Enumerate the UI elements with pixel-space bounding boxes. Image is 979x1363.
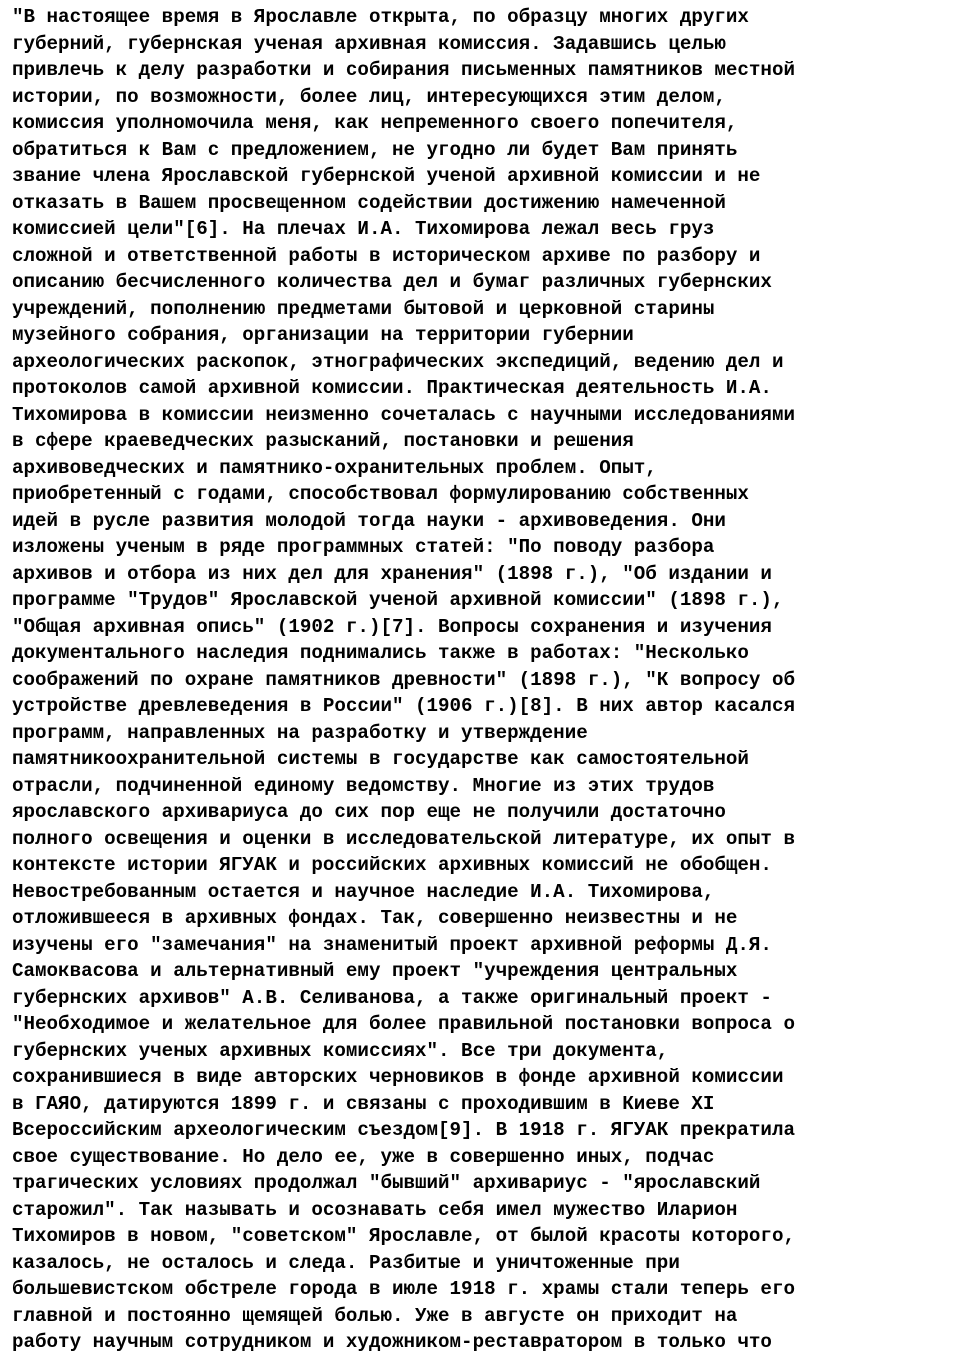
text-line: программе "Трудов" Ярославской ученой архивной комиссии" (1898 г.), [12, 589, 784, 611]
text-line: трагических условиях продолжал "бывший" архивариус - "ярославский [12, 1172, 761, 1194]
text-line: ярославского архивариуса до сих пор еще не получили достаточно [12, 801, 726, 823]
text-line: губернских архивов" А.В. Селиванова, а также оригинальный проект - [12, 986, 772, 1009]
text-line: учреждений, пополнению предметами бытовой и церковной старины [12, 297, 715, 320]
text-line: музейного собрания, организации на территории губернии [12, 324, 634, 346]
text-line: приобретенный с годами, способствовал формулированию собственных [12, 483, 749, 505]
text-line: Тихомиров в новом, "советском" Ярославле, от былой красоты которого, [12, 1225, 795, 1247]
text-line: полного освещения и оценки в исследовательской литературе, их опыт в [12, 827, 795, 850]
text-line: "Общая архивная опись" (1902 г.)[7]. Вопросы сохранения и изучения [12, 615, 772, 638]
text-line: старожил". Так называть и осознавать себя имел мужество Иларион [12, 1198, 738, 1221]
text-line: описанию бесчисленного количества дел и бумаг различных губернских [12, 271, 772, 293]
text-line: обратиться к Вам с предложением, не угодно ли будет Вам принять [12, 138, 738, 161]
text-line: отрасли, подчиненной единому ведомству. Многие из этих трудов [12, 774, 715, 797]
text-line: изучены его "замечания" на знаменитый проект архивной реформы Д.Я. [12, 933, 772, 956]
text-line: "Необходимое и желательное для более правильной постановки вопроса о [12, 1013, 795, 1035]
text-line: археологических раскопок, этнографических экспедиций, ведению дел и [12, 350, 784, 373]
text-line: Тихомирова в комиссии неизменно сочеталась с научными исследованиями [12, 403, 795, 426]
text-line: программ, направленных на разработку и утверждение [12, 721, 588, 744]
text-line: в ГАЯО, датируются 1899 г. и связаны с проходившим в Киеве XI [12, 1092, 715, 1115]
text-line: соображений по охране памятников древности" (1898 г.), "К вопросу об [12, 668, 795, 691]
text-line: протоколов самой архивной комиссии. Практическая деятельность И.А. [12, 377, 772, 399]
text-line: истории, по возможности, более лиц, интересующихся этим делом, [12, 85, 726, 108]
text-line: казалось, не осталось и следа. Разбитые и уничтоженные при [12, 1251, 680, 1274]
text-line: Всероссийским археологическим съездом[9]. В 1918 г. ЯГУАК прекратила [12, 1119, 795, 1141]
text-line: комиссией цели"[6]. На плечах И.А. Тихомирова лежал весь груз [12, 218, 715, 240]
text-line: большевистском обстреле города в июле 1918 г. храмы стали теперь его [12, 1278, 795, 1300]
text-line: "В настоящее время в Ярославле открыта, по образцу многих других [12, 6, 749, 28]
document-text-body [12, 4, 979, 1356]
text-line: идей в русле развития молодой тогда науки - архивоведения. Они [12, 509, 726, 532]
text-line: памятникоохранительной системы в государстве как самостоятельной [12, 748, 749, 770]
text-line: отказать в Вашем просвещенном содействии достижению намеченной [12, 191, 726, 214]
text-line: устройстве древлеведения в России" (1906 г.)[8]. В них автор касался [12, 695, 795, 717]
text-line: архивоведческих и памятнико-охранительных проблем. Опыт, [12, 456, 657, 479]
text-line: документального наследия поднимались также в работах: "Несколько [12, 642, 749, 664]
text-line: губерний, губернская ученая архивная комиссия. Задавшись целью [12, 32, 726, 55]
text-line: сохранившиеся в виде авторских черновиков в фонде архивной комиссии [12, 1066, 784, 1088]
text-line: работу научным сотрудником и художником-реставратором в только что [12, 1331, 772, 1353]
text-line: архивов и отбора из них дел для хранения" (1898 г.), "Об издании и [12, 562, 772, 585]
text-line: привлечь к делу разработки и собирания письменных памятников местной [12, 59, 795, 81]
text-line: сложной и ответственной работы в историческом архиве по разбору и [12, 244, 761, 267]
text-line: комиссия уполномочила меня, как непременного своего попечителя, [12, 112, 738, 134]
text-line: изложены ученым в ряде программных статей: "По поводу разбора [12, 536, 715, 558]
text-line: отложившееся в архивных фондах. Так, совершенно неизвестны и не [12, 907, 738, 929]
text-line: Невостребованным остается и научное наследие И.А. Тихомирова, [12, 880, 715, 903]
text-line: в сфере краеведческих разысканий, постановки и решения [12, 430, 634, 452]
text-line: губернских ученых архивных комиссиях". Все три документа, [12, 1039, 669, 1062]
text-line: главной и постоянно щемящей болью. Уже в августе он приходит на [12, 1304, 738, 1327]
text-line: Самоквасова и альтернативный ему проект "учреждения центральных [12, 960, 738, 982]
text-line: звание члена Ярославской губернской ученой архивной комиссии и не [12, 165, 761, 187]
text-line: контексте истории ЯГУАК и российских архивных комиссий не обобщен. [12, 854, 772, 876]
text-line: свое существование. Но дело ее, уже в совершенно иных, подчас [12, 1145, 715, 1168]
